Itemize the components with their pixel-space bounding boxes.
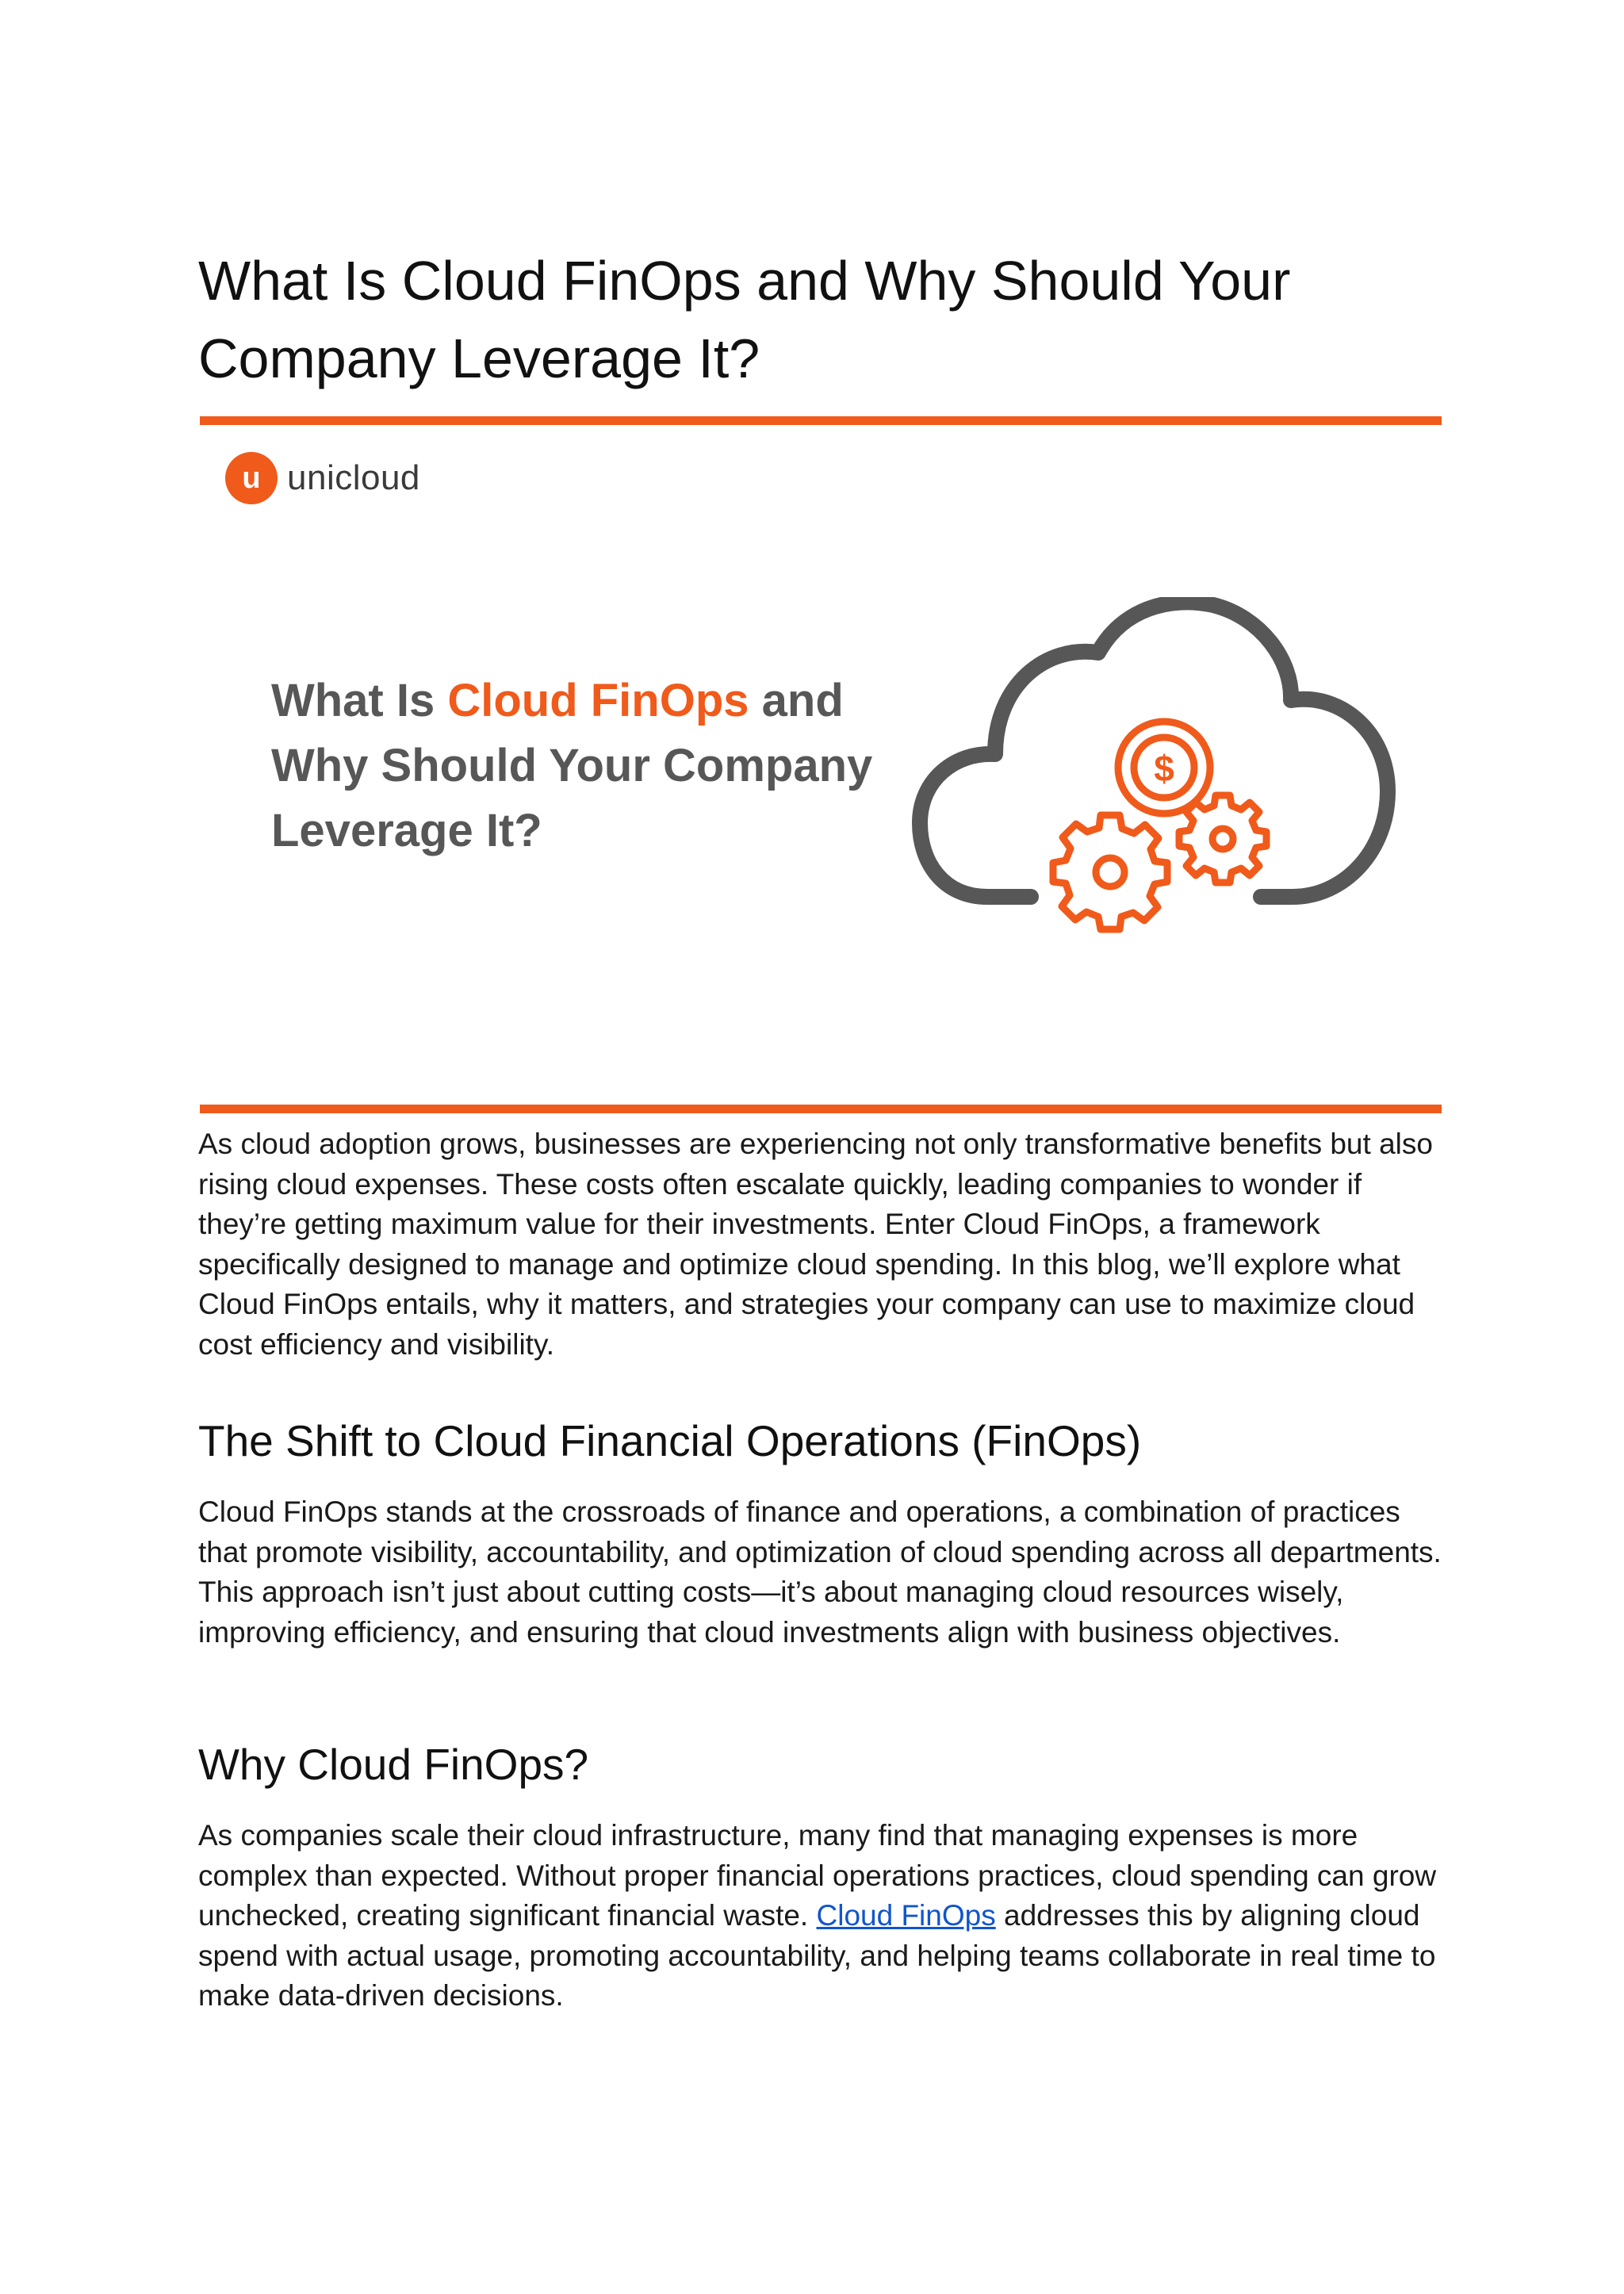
why-text-after-link: addresses this by aligning cloud spend with actual usage, promoting accountability, and helping teams collaborate in real time to make data-driven decisions. [198,1899,1436,2012]
logo-letter: u [242,461,261,495]
section-shift-paragraph: Cloud FinOps stands at the crossroads of finance and operations, a combination of practices that promote visibility, accountability, and optimization of cloud spending across all departments. This approach isn’t just about cutting costs—it’s about managing cloud resources wisely, improving efficiency, and ensuring that cloud investments align with business objectives. [198,1496,1442,1649]
logo-text: unicloud [287,458,420,497]
banner-heading [271,668,921,864]
coin-symbol: $ [1154,748,1174,789]
page-title: What Is Cloud FinOps and Why Should Your Company Leverage It? [198,250,1291,389]
unicloud-logo-icon [225,452,278,504]
intro-paragraph: As cloud adoption grows, businesses are experiencing not only transformative benefits but also rising cloud expenses. These costs often escalate quickly, leading companies to wonder if they’re getting maximum value for their investments. Enter Cloud FinOps, a framework specifically designed to manage and optimize cloud spending. In this blog, we’ll explore what Cloud FinOps entails, why it matters, and strategies your company can use to maximize cloud cost efficiency and visibility. [198,1128,1433,1361]
section-heading-why: Why Cloud FinOps? [198,1740,589,1789]
cloud-gears-illustration [912,597,1404,946]
why-text-before-link: As companies scale their cloud infrastructure, many find that managing expenses is more complex than expected. Without proper financial operations practices, cloud spending can grow unchecked, creating significant financial waste. [198,1819,1437,1932]
hero-banner [198,416,1443,1118]
section-heading-shift: The Shift to Cloud Financial Operations (FinOps) [198,1416,1142,1465]
banner-heading-part2: and Why Should Your Company Leverage It? [271,675,873,856]
banner-top-rule [200,416,1442,425]
cloud-finops-link[interactable]: Cloud FinOps [816,1899,996,1932]
banner-heading-accent: Cloud FinOps [447,675,749,726]
section-why-paragraph [198,1816,1443,2016]
large-gear-icon [1053,815,1167,929]
small-gear-icon [1179,795,1266,883]
banner-heading-part1: What Is [271,675,448,726]
unicloud-logo [225,452,420,504]
banner-bottom-rule [200,1105,1442,1113]
